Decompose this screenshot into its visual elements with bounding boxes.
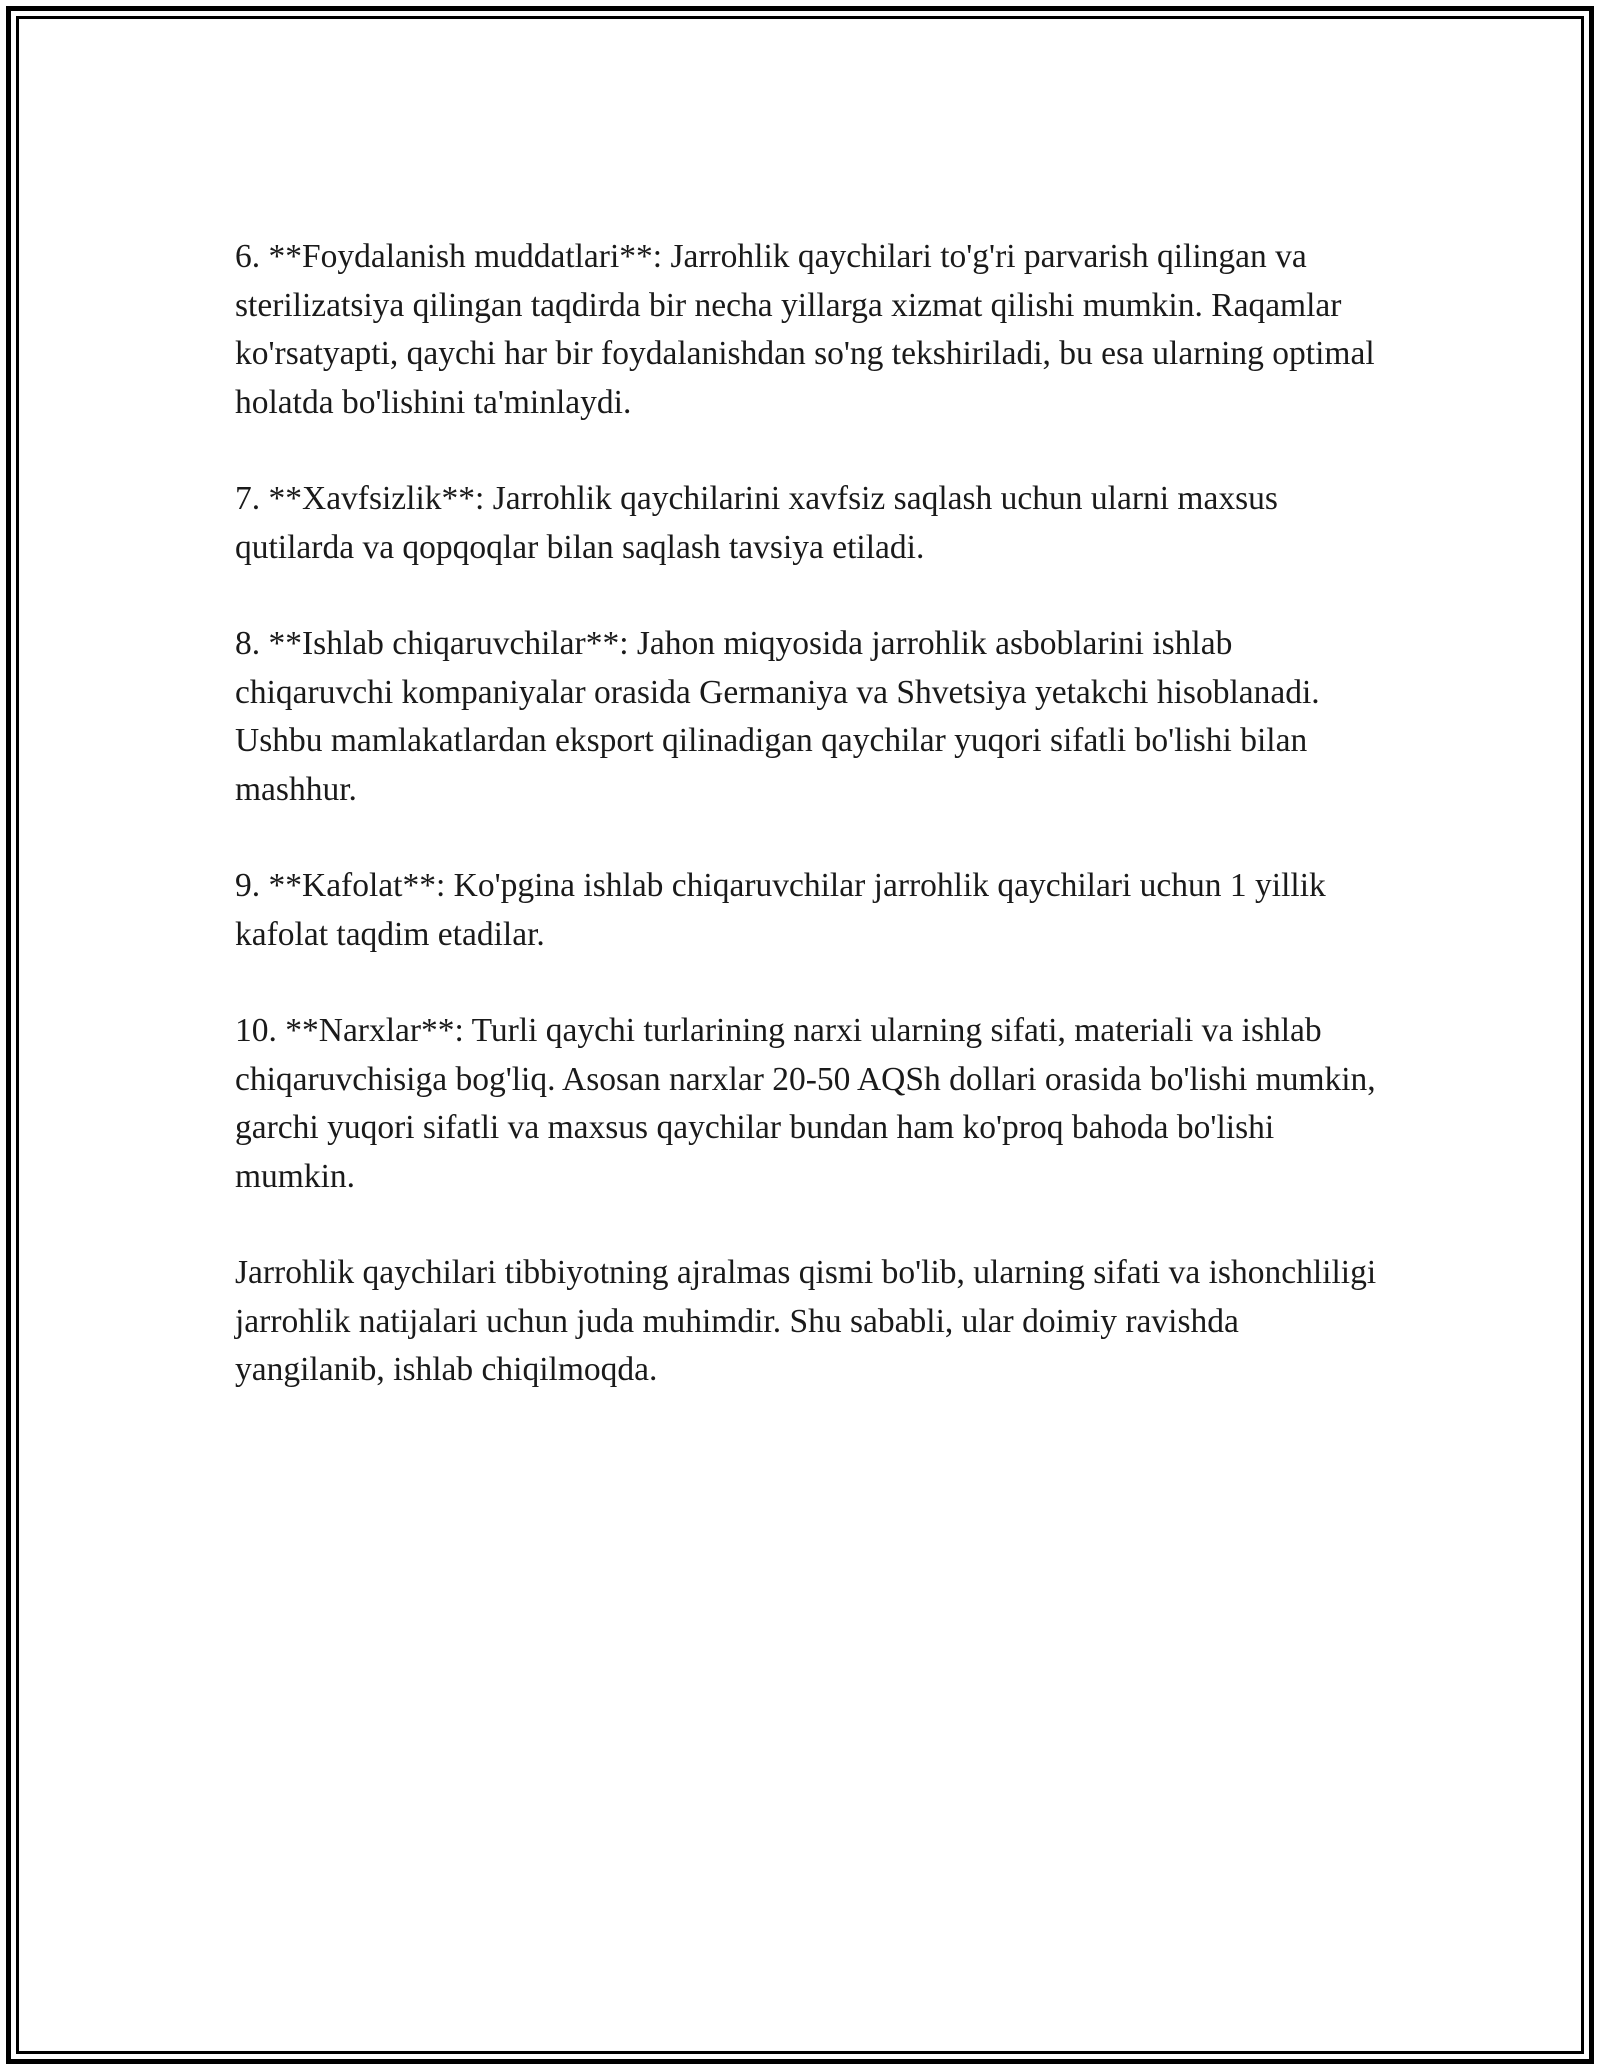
paragraph-conclusion: Jarrohlik qaychilari tibbiyotning ajralmas qismi bo'lib, ularning sifati va ishonchliligi jarrohlik natijalari uchun juda muhimdir. Shu sababli, ular doimiy ravishda yangilanib, ishlab chiqilmoqda. [235, 1254, 1377, 1388]
paragraph-safety: 7. **Xavfsizlik**: Jarrohlik qaychilarini xavfsiz saqlash uchun ularni maxsus qutilarda va qopqoqlar bilan saqlash tavsiya etiladi. [235, 480, 1278, 566]
paragraph-warranty: 9. **Kafolat**: Ko'pgina ishlab chiqaruvchilar jarrohlik qaychilari uchun 1 yillik kafolat taqdim etadilar. [235, 867, 1326, 953]
document-body [235, 233, 1395, 1395]
paragraph-manufacturers: 8. **Ishlab chiqaruvchilar**: Jahon miqyosida jarrohlik asboblarini ishlab chiqaruvchi kompaniyalar orasida Germaniya va Shvetsiya yetakchi hisoblanadi. Ushbu mamlakatlardan eksport qilinadigan qaychilar yuqori sifatli bo'lishi bilan mashhur. [235, 625, 1320, 808]
paragraph-usage-duration: 6. **Foydalanish muddatlari**: Jarrohlik qaychilari to'g'ri parvarish qilingan va sterilizatsiya qilingan taqdirda bir necha yillarga xizmat qilishi mumkin. Raqamlar ko'rsatyapti, qaychi har bir foydalanishdan so'ng tekshiriladi, bu esa ularning optimal holatda bo'lishini ta'minlaydi. [235, 238, 1375, 421]
paragraph-prices: 10. **Narxlar**: Turli qaychi turlarining narxi ularning sifati, materiali va ishlab chiqaruvchisiga bog'liq. Asosan narxlar 20-50 AQSh dollari orasida bo'lishi mumkin, garchi yuqori sifatli va maxsus qaychilar bundan ham ko'proq bahoda bo'lishi mumkin. [235, 1012, 1376, 1195]
